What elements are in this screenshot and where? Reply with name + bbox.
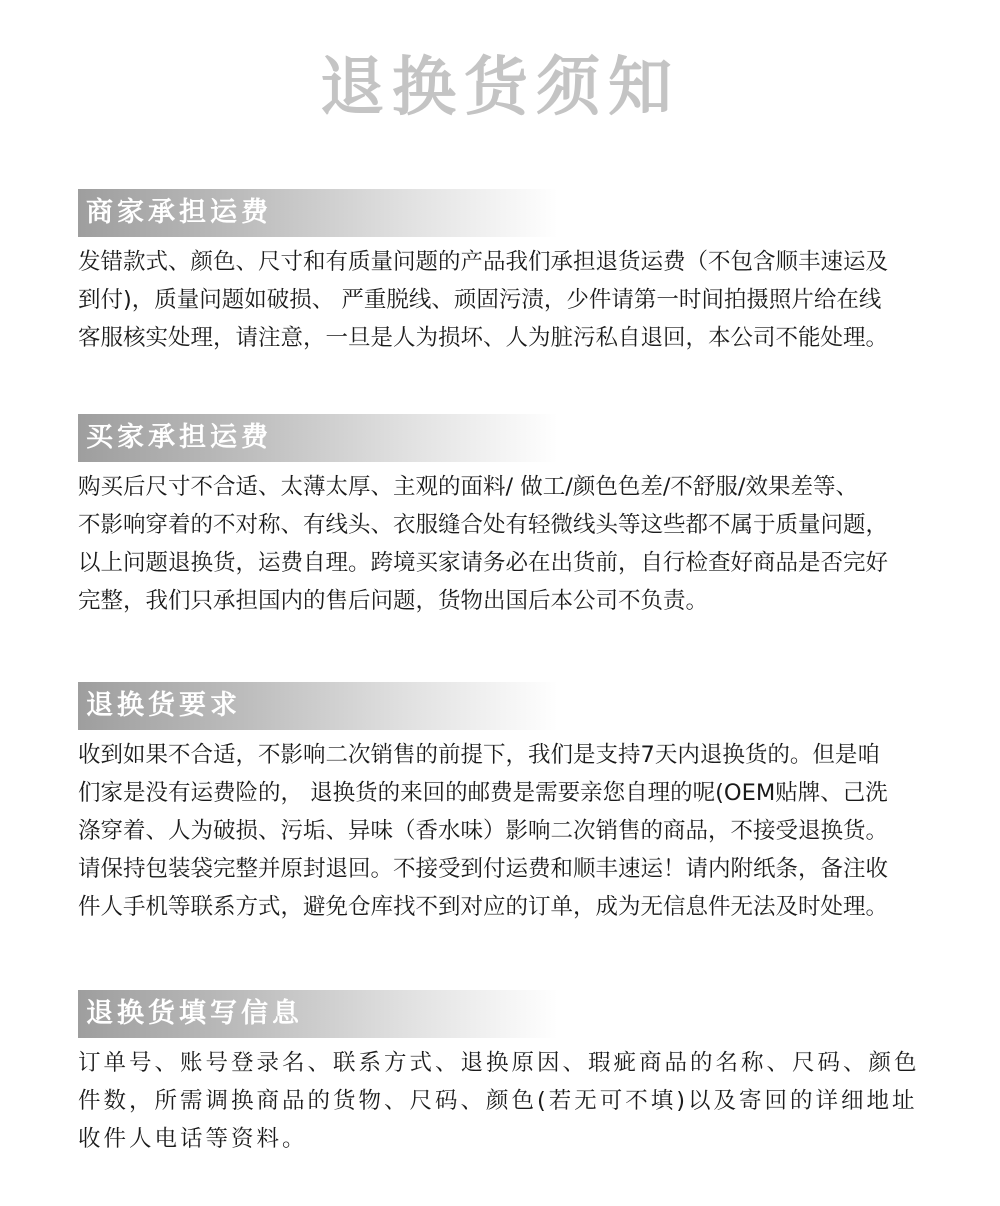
section-header (78, 414, 558, 462)
section-header (78, 189, 558, 237)
section-header-label: 商家承担运费 (86, 197, 272, 228)
body-line: 到付)，质量问题如破损、 严重脱线、顽固污渍，少件请第一时间拍摄照片给在线 (78, 287, 882, 313)
section-buyer-shipping (78, 414, 948, 620)
body-line: 件数，所需调换商品的货物、尺码、颜色(若无可不填)以及寄回的详细地址 (78, 1088, 918, 1114)
body-line: 件人手机等联系方式，避免仓库找不到对应的订单，成为无信息件无法及时处理。 (78, 894, 889, 920)
section-body (78, 468, 948, 620)
body-line: 请保持包装袋完整并原封退回。不接受到付运费和顺丰速运！请内附纸条，备注收 (78, 856, 889, 882)
body-line: 发错款式、颜色、尺寸和有质量问题的产品我们承担退货运费（不包含顺丰速运及 (78, 249, 889, 275)
body-line: 订单号、账号登录名、联系方式、退换原因、瑕疵商品的名称、尺码、颜色 (78, 1050, 920, 1076)
section-body (78, 736, 948, 926)
body-line: 不影响穿着的不对称、有线头、衣服缝合处有轻微线头等这些都不属于质量问题， (78, 512, 889, 538)
body-line: 收件人电话等资料。 (78, 1126, 308, 1152)
body-line: 以上问题退换货，运费自理。跨境买家请务必在出货前，自行检查好商品是否完好 (78, 550, 889, 576)
section-return-info (78, 990, 948, 1158)
section-header (78, 990, 558, 1038)
section-header (78, 682, 558, 730)
body-line: 们家是没有运费险的， 退换货的来回的邮费是需要亲您自理的呢(OEM贴牌、己洗 (78, 780, 888, 806)
body-line: 完整，我们只承担国内的售后问题，货物出国后本公司不负责。 (78, 588, 709, 614)
section-header-label: 买家承担运费 (86, 422, 272, 453)
body-line: 收到如果不合适，不影响二次销售的前提下，我们是支持7天内退换货的。但是咱 (78, 742, 880, 768)
section-header-label: 退换货填写信息 (86, 998, 303, 1029)
page-title: 退换货须知 (320, 51, 680, 125)
section-body (78, 1044, 948, 1158)
section-body (78, 243, 948, 357)
section-merchant-shipping (78, 189, 948, 357)
body-line: 客服核实处理，请注意，一旦是人为损坏、人为脏污私自退回，本公司不能处理。 (78, 325, 889, 351)
section-header-label: 退换货要求 (86, 690, 241, 721)
section-return-requirements (78, 682, 948, 926)
body-line: 涤穿着、人为破损、污垢、异味（香水味）影响二次销售的商品，不接受退换货。 (78, 818, 889, 844)
body-line: 购买后尺寸不合适、太薄太厚、主观的面料/ 做工/颜色色差/不舒服/效果差等、 (78, 474, 858, 500)
